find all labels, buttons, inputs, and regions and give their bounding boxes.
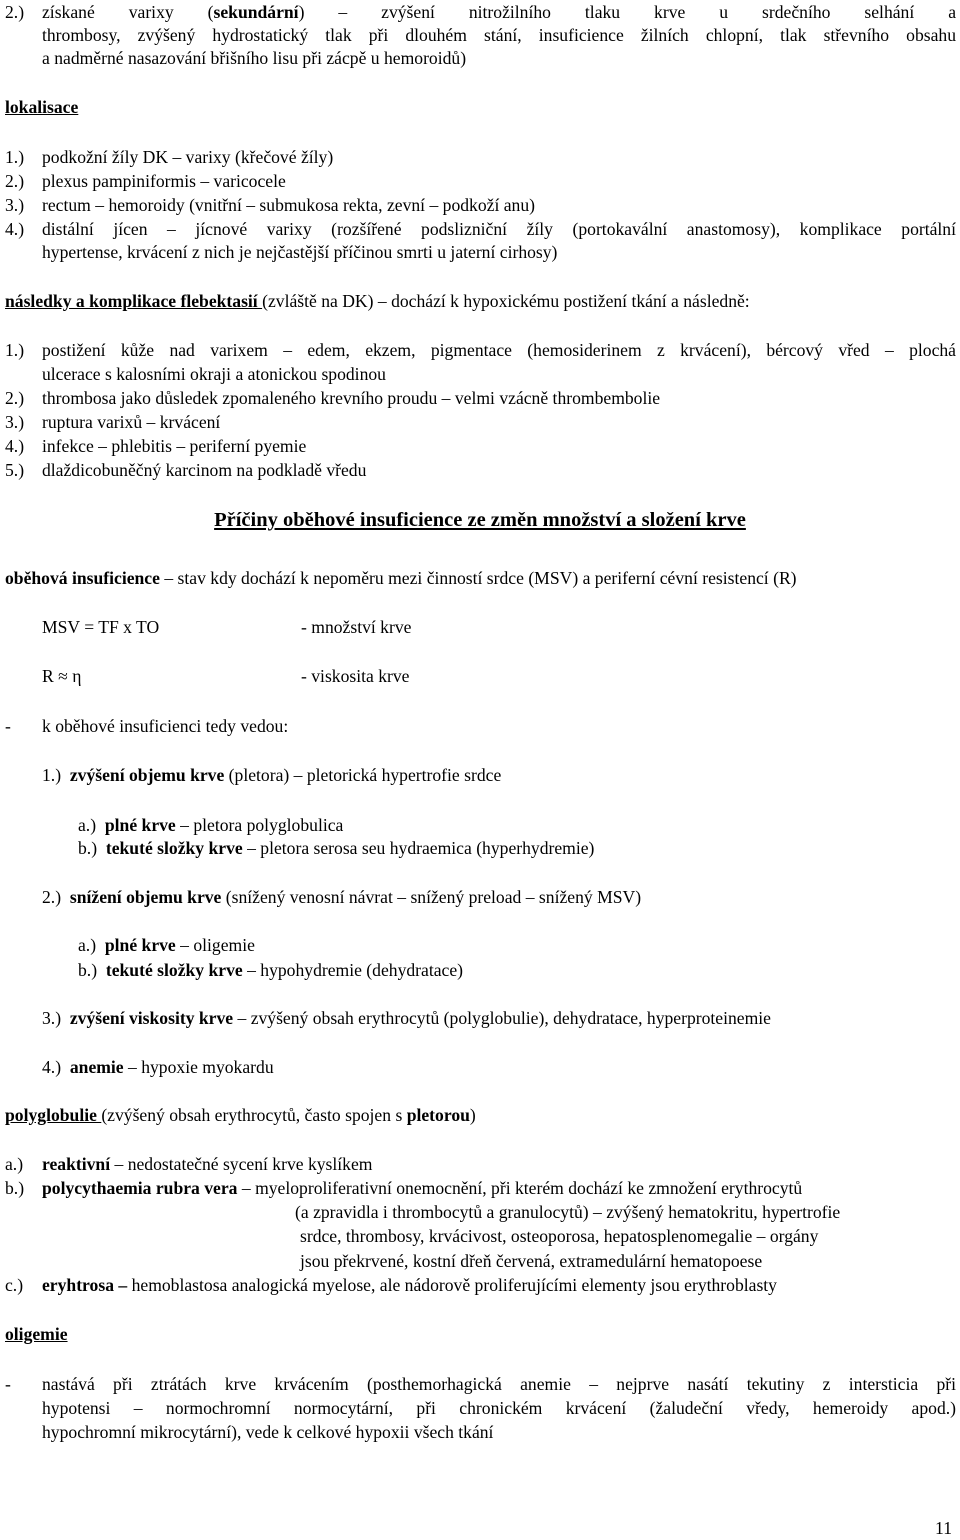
list-number: 5.) xyxy=(5,460,25,480)
list-item: dlaždicobuněčný karcinom na podkladě vředu xyxy=(42,460,367,480)
list-item: postižení kůže nad varixem – edem, ekzem, pigmentace (hemosiderinem z krvácení), bércový vřed – plochá xyxy=(42,340,956,360)
section-heading-nasledky: následky a komplikace flebektasií (zvláště na DK) – dochází k hypoxickému postižení tkání a následně: xyxy=(5,291,750,311)
oligemie-text-3: hypochromní mikrocytární), vede k celkové hypoxii všech tkání xyxy=(42,1422,494,1442)
cause-1b: b.) tekuté složky krve – pletora serosa seu hydraemica (hyperhydremie) xyxy=(78,838,595,858)
formula-r: R ≈ η xyxy=(42,666,82,686)
oligemie-text-1: nastává při ztrátách krve krvácením (posthemorhagická anemie – nejprve nasátí tekutiny z intersticia při xyxy=(42,1374,956,1394)
cause-2: 2.) snížení objemu krve (snížený venosní návrat – snížený preload – snížený MSV) xyxy=(42,887,642,907)
list-number: c.) xyxy=(5,1275,24,1295)
polyglobulie-a: reaktivní – nedostatečné sycení krve kyslíkem xyxy=(42,1154,373,1174)
list-item: podkožní žíly DK – varixy (křečové žíly) xyxy=(42,147,334,167)
cause-2a: a.) plné krve – oligemie xyxy=(78,935,255,955)
list-number: 3.) xyxy=(5,412,25,432)
formula-msv: MSV = TF x TO xyxy=(42,617,160,637)
intro-line-2: thrombosy, zvýšený hydrostatický tlak při dlouhém stání, insuficience žilních chlopní, tlak střevního obsahu xyxy=(42,25,956,45)
list-number: b.) xyxy=(5,1178,25,1198)
cause-1a: a.) plné krve – pletora polyglobulica xyxy=(78,815,344,835)
section-heading-polyglobulie: polyglobulie (zvýšený obsah erythrocytů, často spojen s pletorou) xyxy=(5,1105,476,1125)
list-item-continuation: hypertense, krvácení z nich je nejčastější příčinou smrti u jaterní cirhosy) xyxy=(42,242,558,262)
polyglobulie-b-continuation: srdce, thrombosy, krvácivost, osteoporosa, hepatosplenomegalie – orgány xyxy=(300,1226,819,1246)
page-number: 11 xyxy=(935,1518,952,1538)
polyglobulie-b-continuation: (a zpravidla i thrombocytů a granulocytů) – zvýšený hematokritu, hypertrofie xyxy=(295,1202,841,1222)
cause-1: 1.) zvýšení objemu krve (pletora) – pletorická hypertrofie srdce xyxy=(42,765,502,785)
polyglobulie-c: eryhtrosa – hemoblastosa analogická myelose, ale nádorově proliferujícími elementy jsou erythroblasty xyxy=(42,1275,777,1295)
polyglobulie-b: polycythaemia rubra vera – myeloproliferativní onemocnění, při kterém dochází ke zmnožení erythrocytů xyxy=(42,1178,803,1198)
list-item-continuation: ulcerace s kalosními okraji a atonickou spodinou xyxy=(42,364,386,384)
list-item: ruptura varixů – krvácení xyxy=(42,412,221,432)
section-heading-oligemie: oligemie xyxy=(5,1324,68,1344)
section-heading-lokalisace: lokalisace xyxy=(5,97,79,117)
lead-text: k oběhové insuficienci tedy vedou: xyxy=(42,716,289,736)
list-number: 2.) xyxy=(5,171,25,191)
list-number: 4.) xyxy=(5,436,25,456)
cause-3: 3.) zvýšení viskosity krve – zvýšený obsah erythrocytů (polyglobulie), dehydratace, hyperproteinemie xyxy=(42,1008,771,1028)
definition-line: oběhová insuficience – stav kdy dochází k nepoměru mezi činností srdce (MSV) a periferní cévní resistencí (R) xyxy=(5,568,797,588)
list-item: plexus pampiniformis – varicocele xyxy=(42,171,286,191)
list-number: 1.) xyxy=(5,147,25,167)
dash-bullet: - xyxy=(5,1374,11,1394)
page-title: Příčiny oběhové insuficience ze změn množství a složení krve xyxy=(214,509,746,531)
cause-4: 4.) anemie – hypoxie myokardu xyxy=(42,1057,274,1077)
list-number: 2.) xyxy=(5,388,25,408)
list-number: 1.) xyxy=(5,340,25,360)
formula-r-note: - viskosita krve xyxy=(301,666,410,686)
list-item: thrombosa jako důsledek zpomaleného krevního proudu – velmi vzácně thrombembolie xyxy=(42,388,661,408)
list-number: a.) xyxy=(5,1154,24,1174)
list-item: rectum – hemoroidy (vnitřní – submukosa rekta, zevní – podkoží anu) xyxy=(42,195,535,215)
formula-msv-note: - množství krve xyxy=(301,617,412,637)
list-item: infekce – phlebitis – periferní pyemie xyxy=(42,436,307,456)
list-number: 3.) xyxy=(5,195,25,215)
dash-bullet: - xyxy=(5,716,11,736)
polyglobulie-b-continuation: jsou překrvené, kostní dřeň červená, extramedulární hematopoese xyxy=(300,1251,763,1271)
oligemie-text-2: hypotensi – normochromní normocytární, při chronickém krvácení (žaludeční vředy, hemeroidy apod.) xyxy=(42,1398,956,1418)
list-item: distální jícen – jícnové varixy (rozšířené podslizniční žíly (portokavální anastomosy), komplikace portální xyxy=(42,219,956,239)
intro-line-3: a nadměrné nasazování břišního lisu při zácpě u hemoroidů) xyxy=(42,48,467,68)
cause-2b: b.) tekuté složky krve – hypohydremie (dehydratace) xyxy=(78,960,464,980)
intro-line-1: získané varixy (sekundární) – zvýšení nitrožilního tlaku krve u srdečního selhání a xyxy=(42,2,957,22)
list-number: 2.) xyxy=(5,2,25,22)
list-number: 4.) xyxy=(5,219,25,239)
